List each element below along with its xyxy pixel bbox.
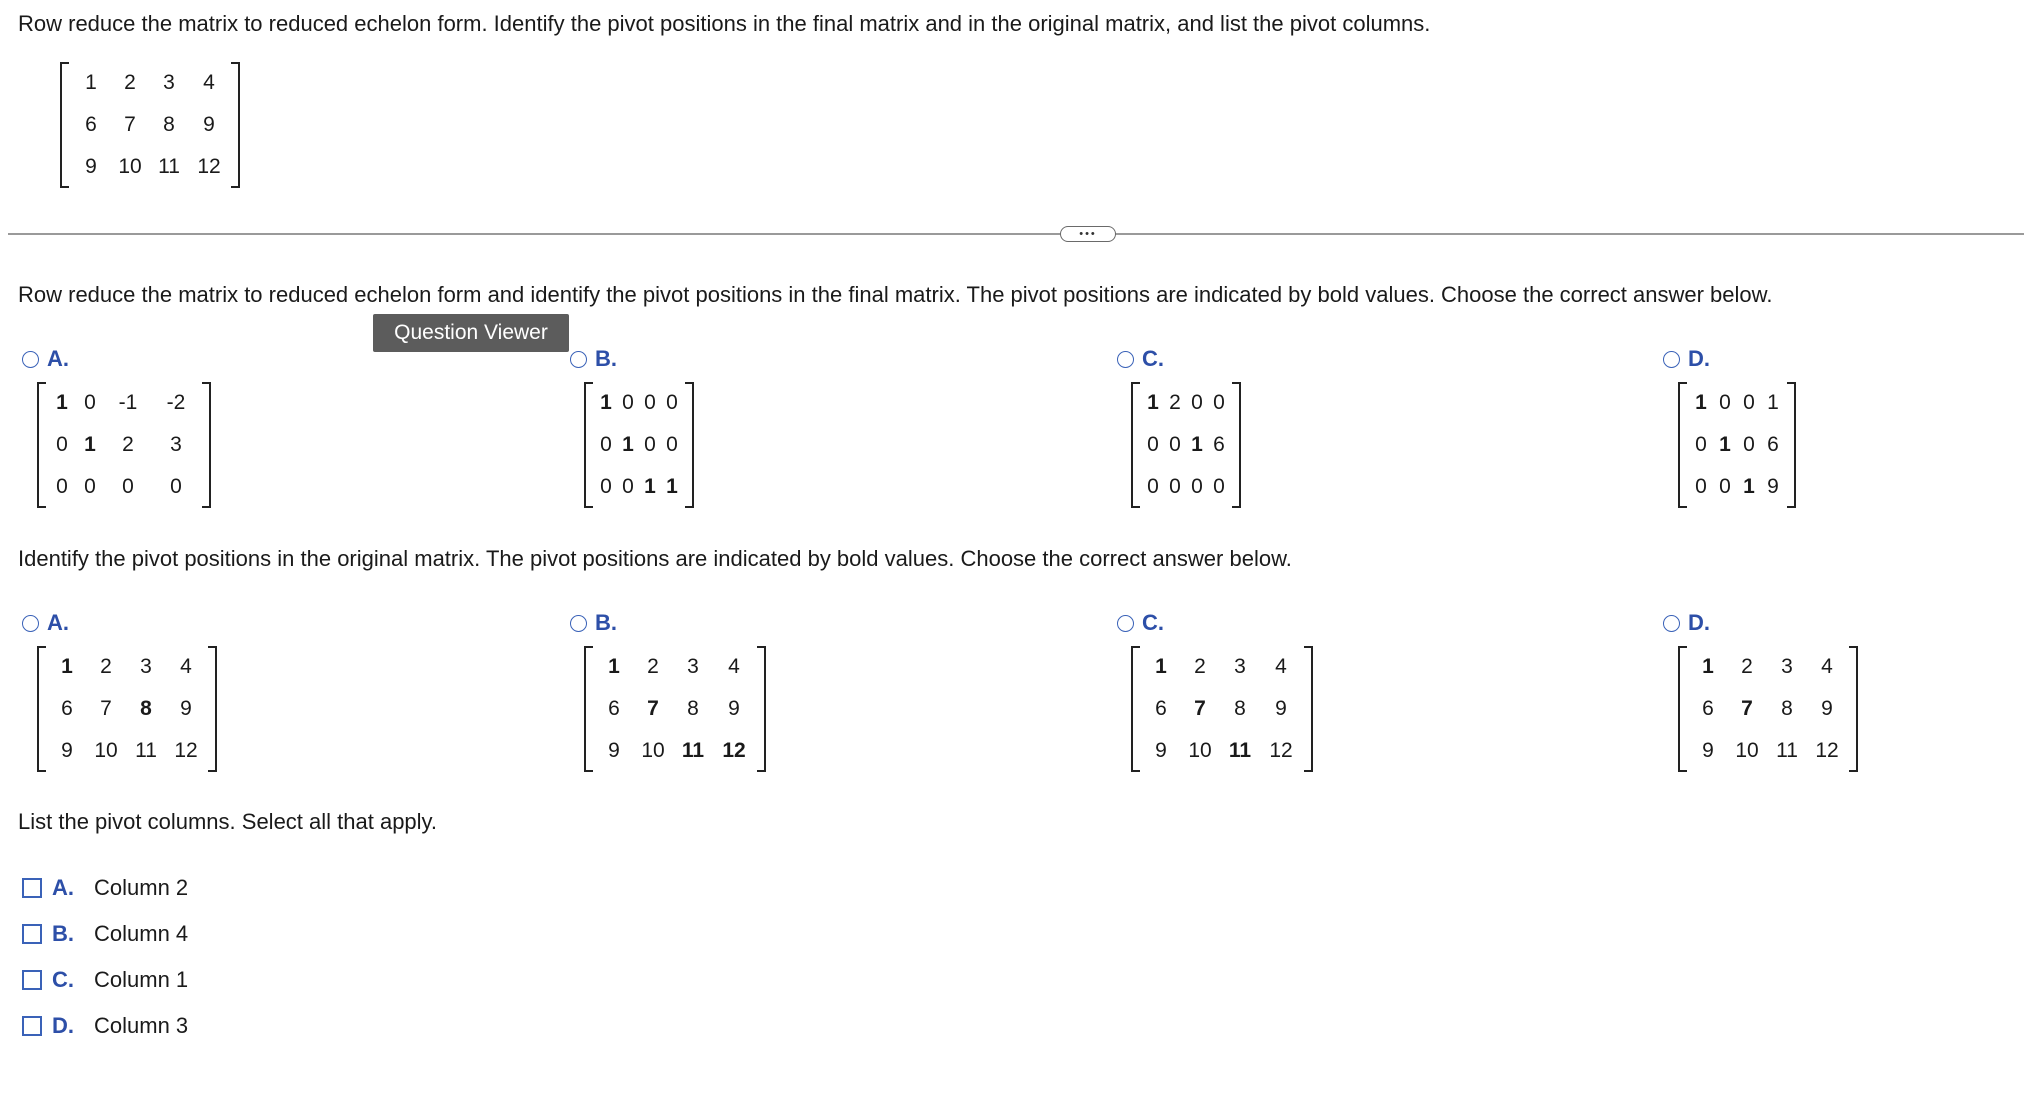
matrix-cell: 1	[1147, 391, 1159, 414]
radio-button[interactable]	[1117, 615, 1134, 632]
matrix-cell: 0	[122, 475, 134, 498]
matrix-cell: 3	[163, 71, 175, 94]
matrix-cell: 6	[1702, 697, 1714, 720]
part1-matrix-d	[1678, 382, 1796, 508]
matrix-cell: 7	[1194, 697, 1206, 720]
matrix-cell: 1	[85, 71, 97, 94]
matrix-cell: 6	[1767, 433, 1779, 456]
matrix-cell: 0	[600, 475, 612, 498]
matrix-cell: 3	[1781, 655, 1793, 678]
part2-matrix-a	[37, 646, 217, 772]
part1-instruction: Row reduce the matrix to reduced echelon form and identify the pivot positions in the final matrix. The pivot positions are indicated by bold values. Choose the correct answer below.	[18, 282, 1773, 307]
matrix-cell: 4	[1821, 655, 1833, 678]
part2-matrix-c	[1131, 646, 1313, 772]
matrix-cell: 0	[84, 475, 96, 498]
matrix-cell: 1	[61, 655, 73, 678]
matrix-cell: 0	[1213, 391, 1225, 414]
matrix-cell: 2	[122, 433, 134, 456]
matrix-cell: 9	[203, 113, 215, 136]
matrix-cell: 2	[124, 71, 136, 94]
matrix-cell: 3	[140, 655, 152, 678]
part2-matrix-b	[584, 646, 766, 772]
radio-button[interactable]	[1663, 615, 1680, 632]
matrix-cell: 9	[1702, 739, 1714, 762]
matrix-cell: 12	[722, 739, 746, 762]
question-viewer-tooltip: Question Viewer	[373, 314, 569, 352]
matrix-cell: 1	[608, 655, 620, 678]
matrix-cell: 0	[600, 433, 612, 456]
matrix-cell: 1	[1719, 433, 1731, 456]
matrix-cell: 9	[1155, 739, 1167, 762]
matrix-cell: 0	[1695, 475, 1707, 498]
matrix-cell: 0	[666, 433, 678, 456]
matrix-cell: 1	[1702, 655, 1714, 678]
matrix-cell: 1	[1155, 655, 1167, 678]
matrix-cell: 0	[1213, 475, 1225, 498]
matrix-cell: 9	[1821, 697, 1833, 720]
matrix-cell: 2	[1194, 655, 1206, 678]
part1-option-b[interactable]: B.	[570, 346, 617, 372]
section-divider	[8, 233, 2024, 235]
matrix-cell: 2	[1169, 391, 1181, 414]
matrix-cell: 8	[1781, 697, 1793, 720]
matrix-cell: 0	[1743, 391, 1755, 414]
matrix-cell: 12	[1269, 739, 1293, 762]
matrix-cell: 1	[84, 433, 96, 456]
matrix-cell: 2	[100, 655, 112, 678]
pivot-column-option-c[interactable]: C. Column 1	[22, 967, 188, 993]
matrix-cell: 1	[600, 391, 612, 414]
matrix-cell: 11	[158, 155, 180, 178]
matrix-cell: 11	[1228, 739, 1252, 762]
matrix-cell: 0	[644, 433, 656, 456]
matrix-cell: 0	[1719, 475, 1731, 498]
matrix-cell: 10	[1735, 739, 1759, 762]
matrix-cell: 9	[85, 155, 97, 178]
matrix-cell: 9	[1275, 697, 1287, 720]
matrix-cell: 6	[1213, 433, 1225, 456]
matrix-cell: 9	[180, 697, 192, 720]
part1-matrix-a	[37, 382, 211, 508]
question-prompt: Row reduce the matrix to reduced echelon form. Identify the pivot positions in the final matrix and in the original matrix, and list the pivot columns.	[18, 11, 1431, 36]
matrix-cell: 7	[124, 113, 136, 136]
matrix-cell: 4	[728, 655, 740, 678]
matrix-cell: 0	[1695, 433, 1707, 456]
matrix-cell: 3	[1234, 655, 1246, 678]
matrix-cell: 8	[163, 113, 175, 136]
part1-matrix-c	[1131, 382, 1241, 508]
matrix-cell: 10	[94, 739, 118, 762]
matrix-cell: 4	[203, 71, 215, 94]
matrix-cell: 12	[1815, 739, 1839, 762]
part2-instruction: Identify the pivot positions in the original matrix. The pivot positions are indicated by bold values. Choose the correct answer below.	[18, 546, 1292, 571]
matrix-cell: 1	[56, 391, 68, 414]
matrix-cell: 0	[622, 475, 634, 498]
checkbox[interactable]	[22, 924, 42, 944]
matrix-cell: 1	[666, 475, 678, 498]
matrix-cell: 0	[1191, 475, 1203, 498]
matrix-cell: 9	[728, 697, 740, 720]
radio-button[interactable]	[570, 615, 587, 632]
pivot-column-option-a[interactable]: A. Column 2	[22, 875, 188, 901]
matrix-cell: 0	[644, 391, 656, 414]
matrix-cell: 1	[1191, 433, 1203, 456]
original-matrix	[60, 62, 240, 188]
radio-button[interactable]	[1117, 351, 1134, 368]
matrix-cell: 1	[644, 475, 656, 498]
expand-button[interactable]: •••	[1060, 226, 1116, 242]
matrix-cell: 6	[85, 113, 97, 136]
matrix-cell: 12	[197, 155, 221, 178]
matrix-cell: 11	[681, 739, 705, 762]
checkbox[interactable]	[22, 1016, 42, 1036]
matrix-cell: -1	[118, 391, 138, 414]
matrix-cell: 7	[1741, 697, 1753, 720]
matrix-cell: 0	[1191, 391, 1203, 414]
matrix-cell: -2	[166, 391, 186, 414]
matrix-cell: 11	[1776, 739, 1798, 762]
matrix-cell: 0	[1169, 475, 1181, 498]
matrix-cell: 8	[1234, 697, 1246, 720]
matrix-cell: 2	[647, 655, 659, 678]
matrix-cell: 7	[100, 697, 112, 720]
radio-button[interactable]	[570, 351, 587, 368]
radio-button[interactable]	[22, 615, 39, 632]
matrix-cell: 0	[622, 391, 634, 414]
part2-option-d[interactable]: D.	[1663, 610, 1710, 636]
part1-option-d[interactable]: D.	[1663, 346, 1710, 372]
pivot-column-option-b[interactable]: B. Column 4	[22, 921, 188, 947]
matrix-cell: 11	[135, 739, 157, 762]
part2-option-b[interactable]: B.	[570, 610, 617, 636]
matrix-cell: 8	[140, 697, 152, 720]
matrix-cell: 7	[647, 697, 659, 720]
matrix-cell: 1	[1767, 391, 1779, 414]
part2-matrix-d	[1678, 646, 1858, 772]
matrix-cell: 1	[1743, 475, 1755, 498]
matrix-cell: 1	[622, 433, 634, 456]
matrix-cell: 4	[180, 655, 192, 678]
part1-option-a[interactable]: A.	[22, 346, 69, 372]
matrix-cell: 0	[666, 391, 678, 414]
matrix-cell: 0	[56, 475, 68, 498]
part3-instruction: List the pivot columns. Select all that apply.	[18, 809, 438, 834]
matrix-cell: 0	[84, 391, 96, 414]
matrix-cell: 6	[608, 697, 620, 720]
matrix-cell: 10	[1188, 739, 1212, 762]
matrix-cell: 0	[1719, 391, 1731, 414]
part1-option-c[interactable]: C.	[1117, 346, 1164, 372]
matrix-cell: 3	[170, 433, 182, 456]
checkbox[interactable]	[22, 878, 42, 898]
matrix-cell: 2	[1741, 655, 1753, 678]
part2-option-c[interactable]: C.	[1117, 610, 1164, 636]
matrix-cell: 4	[1275, 655, 1287, 678]
matrix-cell: 8	[687, 697, 699, 720]
checkbox[interactable]	[22, 970, 42, 990]
matrix-cell: 12	[174, 739, 198, 762]
matrix-cell: 0	[1147, 475, 1159, 498]
matrix-cell: 6	[1155, 697, 1167, 720]
pivot-column-option-d[interactable]: D. Column 3	[22, 1013, 188, 1039]
part2-option-a[interactable]: A.	[22, 610, 69, 636]
matrix-cell: 9	[608, 739, 620, 762]
matrix-cell: 9	[1767, 475, 1779, 498]
radio-button[interactable]	[22, 351, 39, 368]
matrix-cell: 0	[1743, 433, 1755, 456]
part1-matrix-b	[584, 382, 694, 508]
matrix-cell: 6	[61, 697, 73, 720]
matrix-cell: 0	[56, 433, 68, 456]
matrix-cell: 10	[118, 155, 142, 178]
radio-button[interactable]	[1663, 351, 1680, 368]
matrix-cell: 10	[641, 739, 665, 762]
matrix-cell: 0	[1169, 433, 1181, 456]
matrix-cell: 0	[1147, 433, 1159, 456]
matrix-cell: 3	[687, 655, 699, 678]
matrix-cell: 0	[170, 475, 182, 498]
matrix-cell: 1	[1695, 391, 1707, 414]
matrix-cell: 9	[61, 739, 73, 762]
